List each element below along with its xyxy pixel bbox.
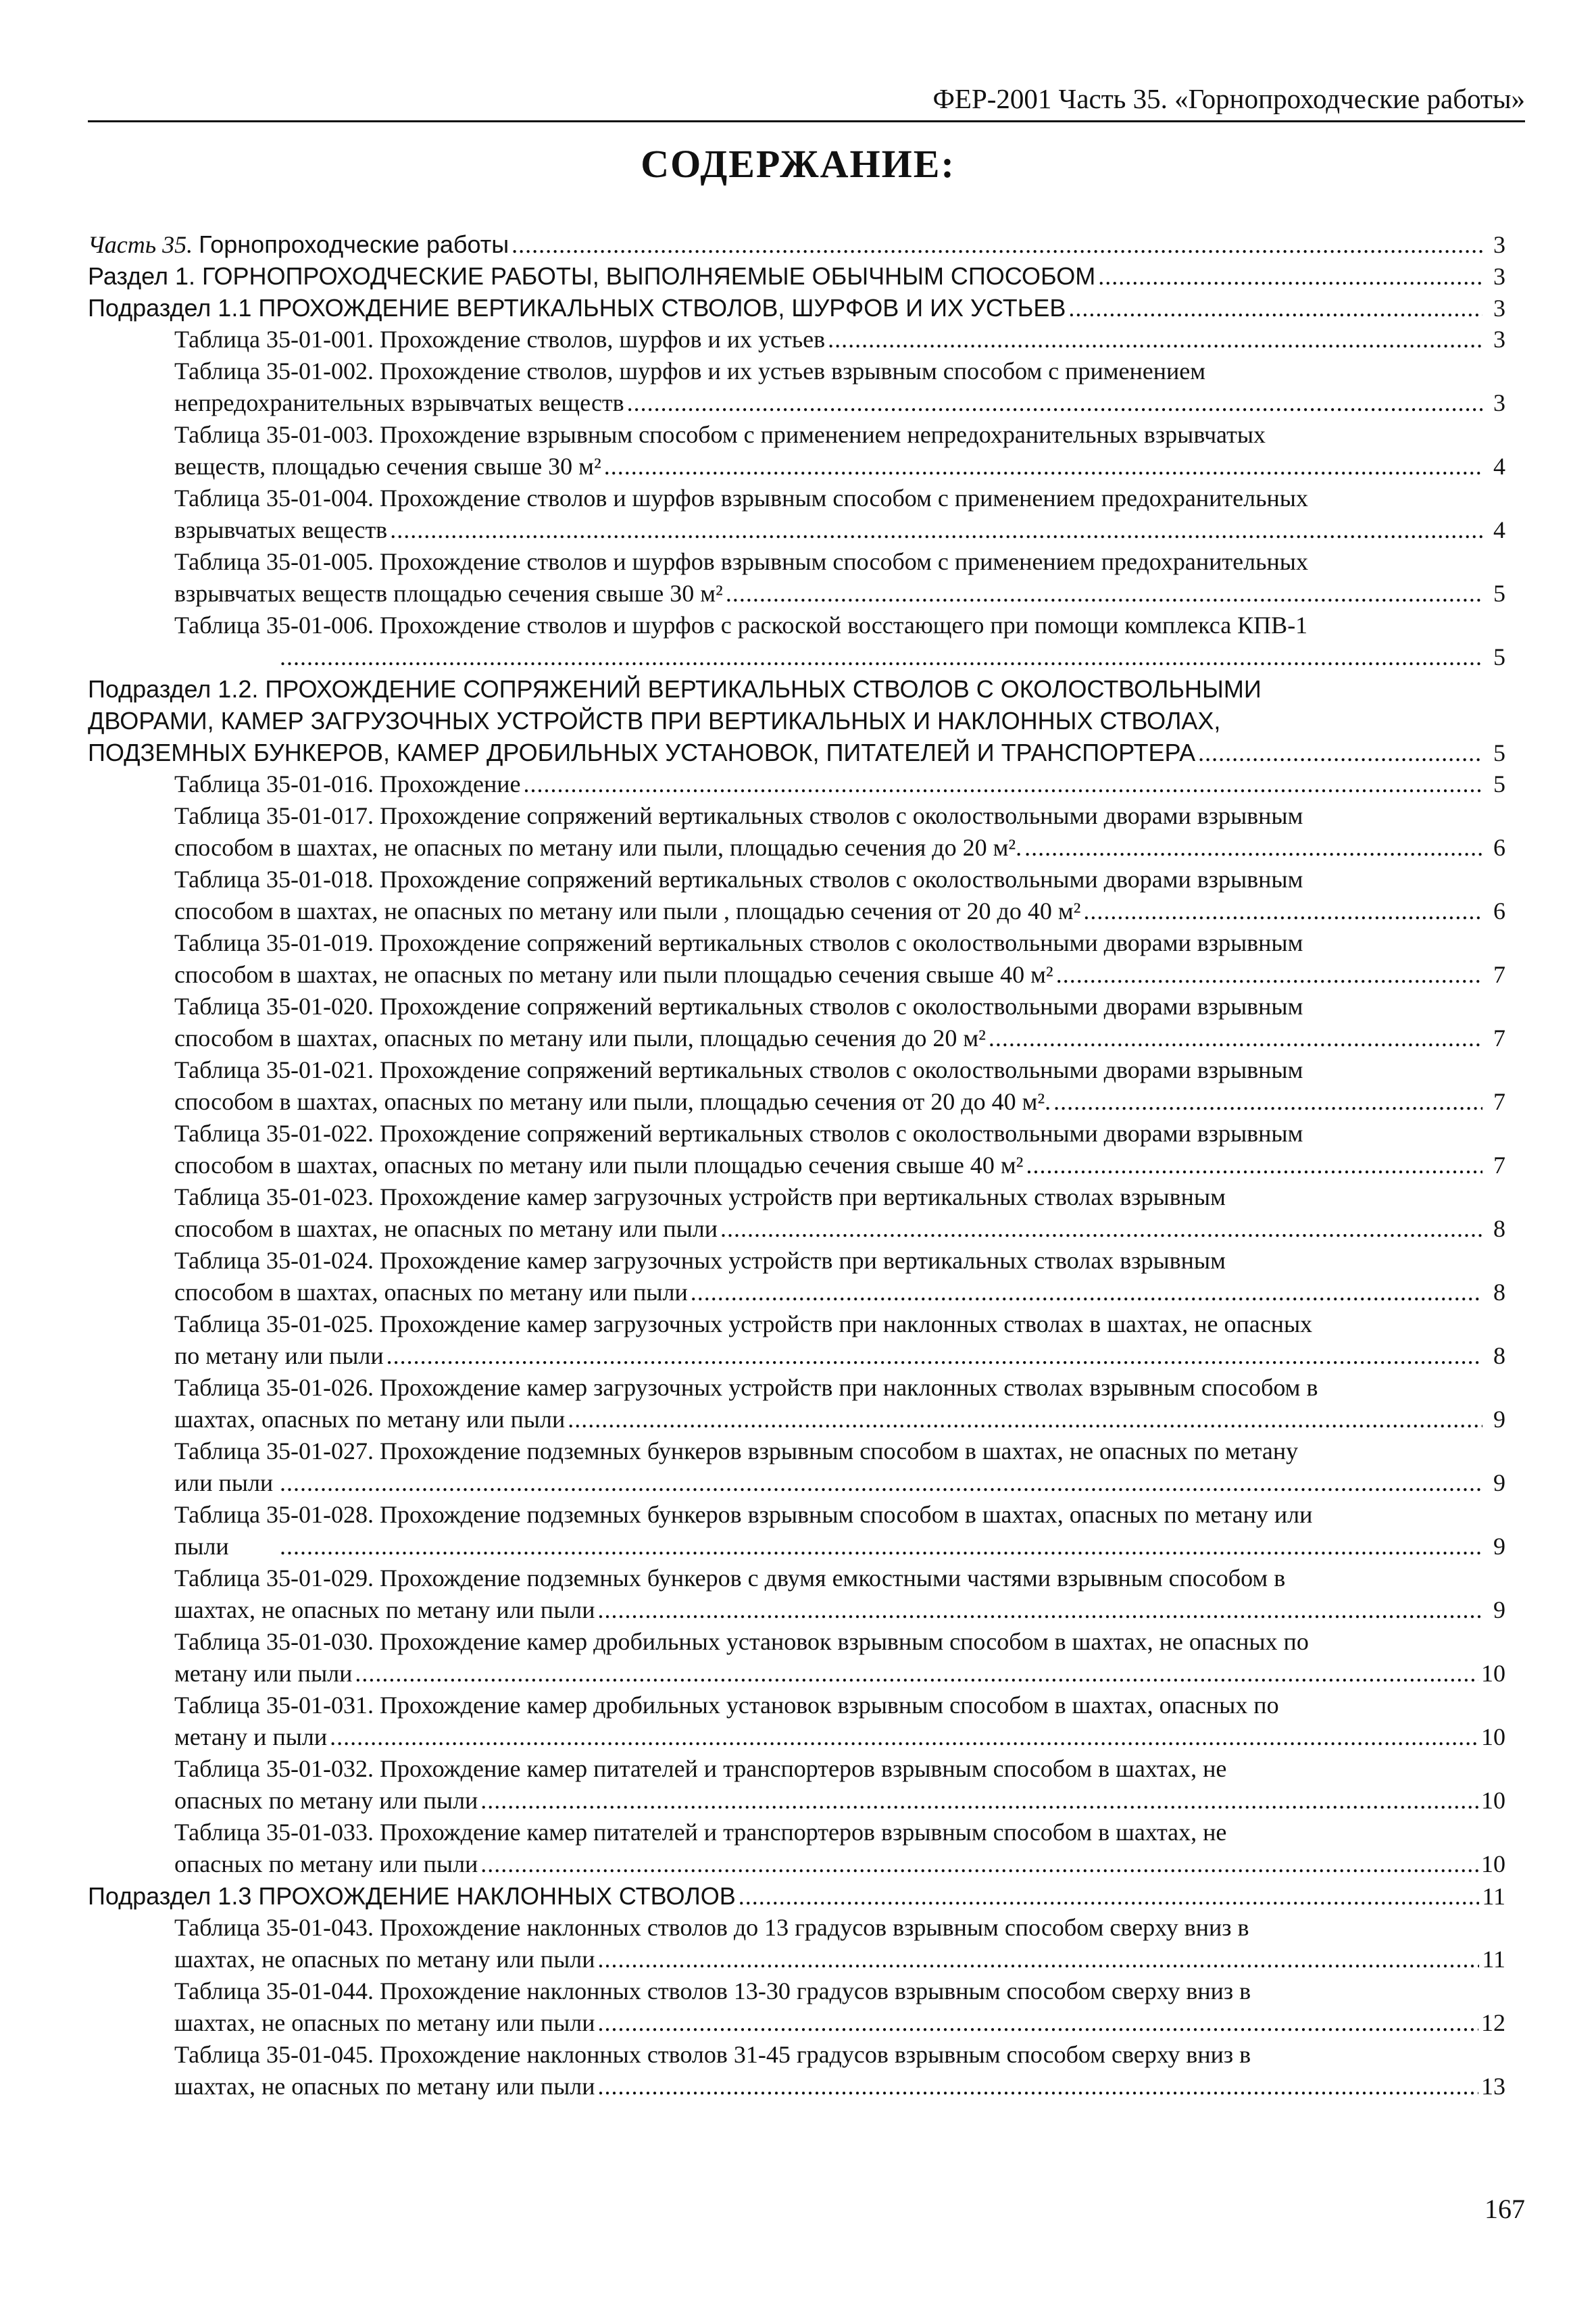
leader-dots: [480, 1785, 1478, 1817]
leader-dots: [598, 2007, 1479, 2039]
leader-dots: [280, 641, 1482, 673]
toc-entry-line: [174, 578, 1505, 610]
toc-entry-text: Таблица 35-01-044. Прохождение наклонных стволов 13-30 градусов взрывным способом сверху вниз в: [174, 1977, 1251, 2004]
toc-entry-table[interactable]: [88, 419, 1505, 483]
toc-entry-table[interactable]: [88, 1817, 1505, 1880]
leader-dots: [1083, 895, 1482, 927]
toc-entry-table[interactable]: [88, 1626, 1505, 1690]
leader-dots: [330, 1721, 1478, 1753]
toc-entry-line: [88, 260, 1505, 292]
toc-entry-table[interactable]: [88, 1181, 1505, 1245]
toc-entry-table[interactable]: [88, 1372, 1505, 1435]
toc-page-number: 11: [1482, 1883, 1505, 1910]
running-header: ФЕР-2001 Часть 35. «Горнопроходческие работы»: [88, 81, 1525, 122]
toc-entry-text: Таблица 35-01-028. Прохождение подземных бункеров взрывным способом в шахтах, опасных по метану или: [174, 1501, 1313, 1528]
toc-page-number: 10: [1481, 1787, 1505, 1814]
toc-page-number: 8: [1493, 1342, 1505, 1369]
toc-entry-text: по метану или пыли: [174, 1342, 384, 1369]
toc-entry-text: опасных по метану или пыли: [174, 1787, 478, 1814]
toc-page-number: 3: [1493, 326, 1505, 353]
toc-entry-line: [174, 991, 1505, 1023]
toc-entry-text: Часть 35. Горнопроходческие работы: [88, 230, 509, 258]
toc-entry-table[interactable]: [88, 1245, 1505, 1308]
toc-page-number: 10: [1481, 1660, 1505, 1687]
toc-entry-table[interactable]: [88, 1054, 1505, 1118]
toc-entry-line: [174, 895, 1505, 927]
toc-entry-table[interactable]: [88, 864, 1505, 927]
toc-entry-line: [174, 1213, 1505, 1245]
toc-entry-line: [174, 451, 1505, 483]
toc-entry-line: [174, 610, 1505, 641]
toc-entry-text: Таблица 35-01-030. Прохождение камер дробильных установок взрывным способом в шахтах, не опасных по: [174, 1628, 1309, 1655]
toc-entry-line: [174, 1817, 1505, 1848]
toc-entry-line: [174, 1404, 1505, 1435]
toc-entry-text: Таблица 35-01-018. Прохождение сопряжений вертикальных стволов с околоствольными дворами взрывным: [174, 866, 1303, 893]
toc-page-number: 8: [1493, 1215, 1505, 1242]
toc-page-number: 5: [1493, 770, 1505, 797]
toc-entry-text: шахтах, не опасных по метану или пыли: [174, 1946, 595, 1973]
leader-dots: [512, 229, 1482, 261]
toc-entry-line: [88, 737, 1505, 768]
toc-entry-table[interactable]: [88, 483, 1505, 546]
leader-dots: [604, 451, 1482, 483]
toc-entry-line: [277, 641, 1505, 673]
toc-entry-text: Раздел 1. ГОРНОПРОХОДЧЕСКИЕ РАБОТЫ, ВЫПОЛНЯЕМЫЕ ОБЫЧНЫМ СПОСОБОМ: [88, 262, 1096, 290]
toc-entry-table[interactable]: [88, 324, 1505, 355]
leader-dots: [1198, 737, 1482, 769]
toc-page-number: 3: [1493, 231, 1505, 258]
leader-dots: [1053, 1086, 1482, 1118]
toc-entry-text: взрывчатых веществ площадью сечения свыше 30 м²: [174, 580, 723, 607]
toc-entry-text: Таблица 35-01-043. Прохождение наклонных стволов до 13 градусов взрывным способом сверху вниз в: [174, 1914, 1249, 1941]
toc-entry-line: [174, 1245, 1505, 1277]
toc-page-number: 4: [1493, 516, 1505, 543]
toc-entry-table[interactable]: [88, 1499, 1505, 1562]
leader-dots: [1068, 293, 1482, 324]
toc-page-number: 4: [1493, 453, 1505, 480]
leader-dots: [386, 1340, 1482, 1372]
toc-page-number: 6: [1493, 834, 1505, 861]
toc-entry-table[interactable]: [88, 610, 1505, 673]
toc-entry-line: [174, 800, 1505, 832]
toc-entry-text: Подраздел 1.3 ПРОХОЖДЕНИЕ НАКЛОННЫХ СТВОЛОВ: [88, 1882, 736, 1910]
toc-entry-line: [174, 483, 1505, 514]
toc-page-number: 7: [1493, 1025, 1505, 1052]
page-number: 167: [1485, 2194, 1525, 2224]
leader-dots: [828, 324, 1482, 355]
toc-entry-text: взрывчатых веществ: [174, 516, 388, 543]
toc-entry-line: пыли ..... 9: [277, 1531, 1505, 1562]
leader-dots: [720, 1213, 1482, 1245]
toc-entry-text: Таблица 35-01-019. Прохождение сопряжений вертикальных стволов с околоствольными дворами взрывным: [174, 929, 1303, 956]
toc-entry-table[interactable]: [88, 927, 1505, 991]
toc-entry-text: веществ, площадью сечения свыше 30 м²: [174, 453, 601, 480]
toc-entry-line: [174, 768, 1505, 800]
toc-entry-text: метану или пыли: [174, 1660, 353, 1687]
toc-entry-text: способом в шахтах, опасных по метану или пыли, площадью сечения от 20 до 40 м².: [174, 1088, 1051, 1115]
toc-entry-text: непредохранительных взрывчатых веществ: [174, 389, 624, 416]
leader-dots: [1098, 261, 1482, 293]
toc-page-number: 5: [1493, 580, 1505, 607]
toc-entry-line: [174, 927, 1505, 959]
toc-entry-text: Таблица 35-01-006. Прохождение стволов и шурфов с раскоской восстающего при помощи комплекса КПВ-1: [174, 612, 1308, 639]
toc-entry-text: Таблица 35-01-023. Прохождение камер загрузочных устройств при вертикальных стволах взрывным: [174, 1183, 1226, 1210]
toc-entry-line: [174, 1721, 1505, 1753]
toc-entry-line: [88, 705, 1505, 737]
leader-dots: [726, 578, 1482, 610]
toc-entry-line: [174, 959, 1505, 991]
toc-page-number: 9: [1493, 1406, 1505, 1433]
toc-entry-line: [174, 1086, 1505, 1118]
toc-entry-table[interactable]: [88, 991, 1505, 1054]
toc-entry-text: способом в шахтах, не опасных по метану или пыли, площадью сечения до 20 м².: [174, 834, 1022, 861]
toc-entry-line: или пыли ..... 9: [277, 1467, 1505, 1499]
table-of-contents: [88, 228, 1505, 2102]
toc-entry-line: [174, 1975, 1505, 2007]
toc-entry-line: [174, 355, 1505, 387]
toc-entry-text: способом в шахтах, не опасных по метану или пыли площадью сечения свыше 40 м²: [174, 961, 1053, 988]
toc-entry-text: способом в шахтах, опасных по метану или пыли, площадью сечения до 20 м²: [174, 1025, 986, 1052]
toc-page-number: 13: [1481, 2073, 1505, 2100]
toc-entry-table[interactable]: [88, 768, 1505, 800]
toc-entry-table[interactable]: [88, 1912, 1505, 1975]
page-title: СОДЕРЖАНИЕ:: [641, 142, 955, 186]
toc-entry-table[interactable]: [88, 1690, 1505, 1753]
toc-entry-text: способом в шахтах, не опасных по метану или пыли: [174, 1215, 718, 1242]
leader-dots: [355, 1658, 1478, 1690]
toc-entry-text: Таблица 35-01-024. Прохождение камер загрузочных устройств при вертикальных стволах взрывным: [174, 1247, 1226, 1274]
toc-entry-line: [174, 1118, 1505, 1150]
toc-entry-text: Таблица 35-01-045. Прохождение наклонных стволов 31-45 градусов взрывным способом сверху вниз в: [174, 2041, 1251, 2068]
leader-dots: [1056, 959, 1482, 991]
toc-entry-line: [174, 1340, 1505, 1372]
toc-entry-line: [174, 514, 1505, 546]
leader-dots: [1026, 1150, 1482, 1181]
toc-entry-text: Таблица 35-01-027. Прохождение подземных бункеров взрывным способом в шахтах, не опасных по метану: [174, 1437, 1299, 1464]
toc-entry-text: ДВОРАМИ, КАМЕР ЗАГРУЗОЧНЫХ УСТРОЙСТВ ПРИ ВЕРТИКАЛЬНЫХ И НАКЛОННЫХ СТВОЛАХ,: [88, 707, 1221, 735]
leader-dots: [598, 2071, 1479, 2102]
toc-page-number: 7: [1493, 1088, 1505, 1115]
toc-entry-subsection[interactable]: [88, 673, 1505, 768]
toc-entry-line: [174, 1944, 1505, 1975]
toc-entry-text: Таблица 35-01-004. Прохождение стволов и шурфов взрывным способом с применением предохранительных: [174, 485, 1308, 512]
toc-entry-text: Таблица 35-01-016. Прохождение: [174, 770, 521, 797]
leader-dots: [1024, 832, 1482, 864]
toc-entry-table[interactable]: [88, 1975, 1505, 2039]
toc-entry-line: [88, 673, 1505, 705]
toc-entry-line: [174, 1912, 1505, 1944]
toc-page-number: 3: [1493, 263, 1505, 290]
toc-entry-line: [88, 1880, 1505, 1912]
toc-page-number: 7: [1493, 1152, 1505, 1179]
toc-entry-line: [174, 832, 1505, 864]
toc-entry-table[interactable]: [88, 800, 1505, 864]
toc-entry-text: шахтах, не опасных по метану или пыли: [174, 2009, 595, 2036]
toc-entry-subsection[interactable]: [88, 1880, 1505, 1912]
toc-entry-text: Таблица 35-01-001. Прохождение стволов, шурфов и их устьев: [174, 326, 826, 353]
toc-entry-table[interactable]: [88, 1753, 1505, 1817]
toc-entry-line: [174, 1277, 1505, 1308]
toc-page-number: 12: [1481, 2009, 1505, 2036]
leader-dots: [989, 1023, 1482, 1054]
toc-page-number: 9: [1493, 1469, 1505, 1496]
toc-entry-text: Таблица 35-01-003. Прохождение взрывным способом с применением непредохранительных взрывчатых: [174, 421, 1266, 448]
leader-dots: [280, 1531, 1482, 1562]
toc-entry-table[interactable]: [88, 1562, 1505, 1626]
leader-dots: [568, 1404, 1482, 1435]
leader-dots: [598, 1594, 1483, 1626]
toc-page-number: 5: [1493, 739, 1505, 766]
toc-entry-text: метану и пыли: [174, 1723, 328, 1750]
leader-dots: [390, 514, 1482, 546]
toc-entry-section[interactable]: [88, 260, 1505, 292]
toc-entry-table[interactable]: [88, 1118, 1505, 1181]
toc-entry-line: [174, 387, 1505, 419]
leader-dots: [280, 1467, 1482, 1499]
toc-entry-text: Подраздел 1.2. ПРОХОЖДЕНИЕ СОПРЯЖЕНИЙ ВЕРТИКАЛЬНЫХ СТВОЛОВ С ОКОЛОСТВОЛЬНЫМИ: [88, 675, 1262, 703]
toc-entry-line: [174, 1658, 1505, 1690]
leader-dots: [523, 768, 1482, 800]
leader-dots: [480, 1848, 1478, 1880]
leader-dots: [598, 1944, 1480, 1975]
toc-entry-line: [174, 419, 1505, 451]
toc-entry-line: [174, 2007, 1505, 2039]
toc-entry-line: [174, 1594, 1505, 1626]
toc-entry-table[interactable]: [88, 355, 1505, 419]
toc-entry-line: [174, 1435, 1505, 1467]
toc-entry-text: способом в шахтах, не опасных по метану или пыли , площадью сечения от 20 до 40 м²: [174, 897, 1081, 925]
toc-entry-line: [174, 2071, 1505, 2102]
toc-entry-line: [88, 292, 1505, 324]
toc-entry-text: ПОДЗЕМНЫХ БУНКЕРОВ, КАМЕР ДРОБИЛЬНЫХ УСТАНОВОК, ПИТАТЕЛЕЙ И ТРАНСПОРТЕРА: [88, 739, 1196, 766]
toc-entry-text: Таблица 35-01-017. Прохождение сопряжений вертикальных стволов с околоствольными дворами взрывным: [174, 802, 1303, 829]
toc-entry-line: [174, 1562, 1505, 1594]
toc-page-number: 3: [1493, 389, 1505, 416]
toc-entry-text: Таблица 35-01-002. Прохождение стволов, шурфов и их устьев взрывным способом с применением: [174, 358, 1206, 385]
toc-entry-text: способом в шахтах, опасных по метану или пыли площадью сечения свыше 40 м²: [174, 1152, 1024, 1179]
toc-page-number: 7: [1493, 961, 1505, 988]
toc-entry-table[interactable]: [88, 2039, 1505, 2102]
toc-entry-line: [174, 1023, 1505, 1054]
toc-page-number: 10: [1481, 1850, 1505, 1877]
toc-entry-line: [174, 1150, 1505, 1181]
toc-entry-line: [174, 1054, 1505, 1086]
toc-entry-line: [174, 864, 1505, 895]
toc-entry-line: [174, 1372, 1505, 1404]
toc-entry-text: Таблица 35-01-025. Прохождение камер загрузочных устройств при наклонных стволах в шахтах, не опасных: [174, 1310, 1313, 1337]
toc-page-number: 9: [1493, 1596, 1505, 1623]
toc-entry-text: способом в шахтах, опасных по метану или пыли: [174, 1279, 688, 1306]
toc-entry-subsection[interactable]: [88, 292, 1505, 324]
toc-page-number: 3: [1493, 295, 1505, 322]
toc-page-number: 11: [1482, 1946, 1505, 1973]
toc-entry-line: [174, 1308, 1505, 1340]
toc-entry-text: Таблица 35-01-029. Прохождение подземных бункеров с двумя емкостными частями взрывным способом в: [174, 1565, 1286, 1592]
leader-dots: [691, 1277, 1482, 1308]
toc-entry-table[interactable]: [88, 1308, 1505, 1372]
toc-entry-text: Таблица 35-01-022. Прохождение сопряжений вертикальных стволов с околоствольными дворами взрывным: [174, 1120, 1303, 1147]
toc-entry-line: [174, 1181, 1505, 1213]
toc-entry-line: [174, 2039, 1505, 2071]
toc-entry-line: [174, 1848, 1505, 1880]
toc-entry-line: [174, 1690, 1505, 1721]
toc-entry-line: [88, 228, 1505, 260]
toc-entry-text: шахтах, не опасных по метану или пыли: [174, 1596, 595, 1623]
toc-entry-text: Таблица 35-01-031. Прохождение камер дробильных установок взрывным способом в шахтах, опасных по: [174, 1692, 1279, 1719]
toc-page-number: 6: [1493, 897, 1505, 925]
toc-entry-line: [174, 324, 1505, 355]
toc-entry-text: Таблица 35-01-026. Прохождение камер загрузочных устройств при наклонных стволах взрывным способом в: [174, 1374, 1318, 1401]
toc-entry-line: [174, 1785, 1505, 1817]
toc-entry-prefix: Часть 35.: [88, 231, 199, 258]
toc-entry-text: Таблица 35-01-032. Прохождение камер питателей и транспортеров взрывным способом в шахтах, не: [174, 1755, 1227, 1782]
toc-entry-text: опасных по метану или пыли: [174, 1850, 478, 1877]
toc-entry-text: Подраздел 1.1 ПРОХОЖДЕНИЕ ВЕРТИКАЛЬНЫХ СТВОЛОВ, ШУРФОВ И ИХ УСТЬЕВ: [88, 294, 1066, 322]
leader-dots: [739, 1881, 1480, 1913]
toc-entry-line: [174, 546, 1505, 578]
toc-page-number: 5: [1493, 643, 1505, 670]
toc-entry-line: [174, 1753, 1505, 1785]
toc-entry-line: [174, 1626, 1505, 1658]
toc-page-number: 10: [1481, 1723, 1505, 1750]
toc-entry-text: шахтах, опасных по метану или пыли: [174, 1406, 566, 1433]
toc-entry-text: Таблица 35-01-021. Прохождение сопряжений вертикальных стволов с околоствольными дворами взрывным: [174, 1056, 1303, 1083]
toc-entry-text: Таблица 35-01-033. Прохождение камер питателей и транспортеров взрывным способом в шахтах, не: [174, 1819, 1227, 1846]
toc-entry-text: Таблица 35-01-020. Прохождение сопряжений вертикальных стволов с околоствольными дворами взрывным: [174, 993, 1303, 1020]
toc-entry-part[interactable]: [88, 228, 1505, 260]
toc-entry-text: Таблица 35-01-005. Прохождение стволов и шурфов взрывным способом с применением предохранительных: [174, 548, 1308, 575]
toc-page-number: 9: [1493, 1533, 1505, 1560]
toc-entry-line: [174, 1499, 1505, 1531]
toc-page-number: 8: [1493, 1279, 1505, 1306]
toc-entry-table[interactable]: [88, 1435, 1505, 1499]
leader-dots: [627, 387, 1482, 419]
toc-entry-table[interactable]: [88, 546, 1505, 610]
toc-entry-text: шахтах, не опасных по метану или пыли: [174, 2073, 595, 2100]
